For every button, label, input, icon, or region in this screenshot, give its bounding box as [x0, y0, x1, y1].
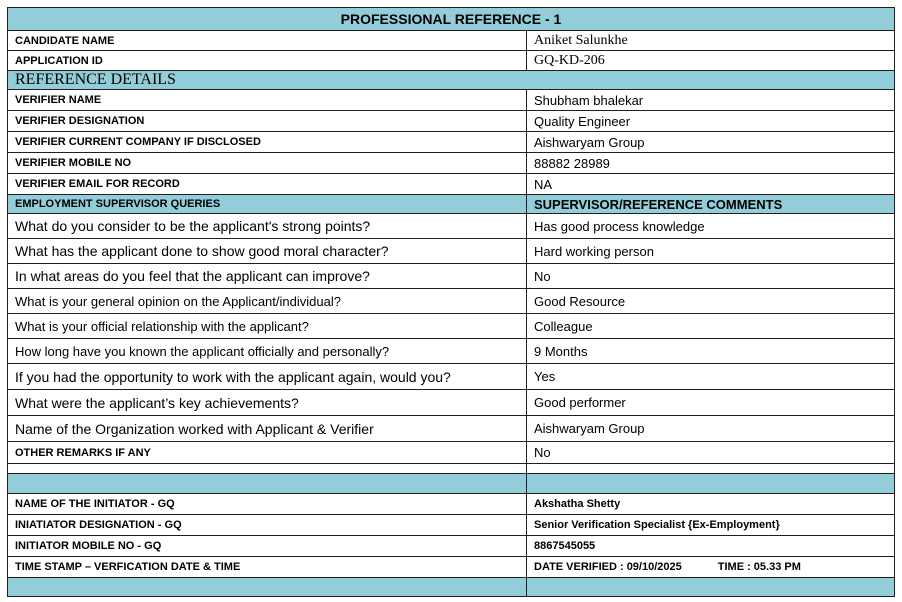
initiator-mobile-label: INITIATOR MOBILE NO - GQ [8, 536, 527, 557]
verifier-mobile-label: VERIFIER MOBILE NO [8, 153, 527, 174]
query-question: What is your general opinion on the Applicant/individual? [8, 289, 527, 314]
date-verified: DATE VERIFIED : 09/10/2025 [534, 561, 682, 573]
verifier-company-value: Aishwaryam Group [527, 132, 895, 153]
time-verified: TIME : 05.33 PM [717, 561, 801, 573]
query-answer: Hard working person [527, 239, 895, 264]
initiator-name-label: NAME OF THE INITIATOR - GQ [8, 494, 527, 515]
spacer-row [8, 464, 527, 474]
timestamp-value [527, 557, 895, 578]
query-question: What were the applicant’s key achievements? [8, 390, 527, 416]
verifier-name-value: Shubham bhalekar [527, 90, 895, 111]
verifier-designation-label: VERIFIER DESIGNATION [8, 111, 527, 132]
other-remarks-label: OTHER REMARKS IF ANY [8, 442, 527, 464]
blue-footer-row [527, 578, 895, 597]
query-question: What do you consider to be the applicant's strong points? [8, 214, 527, 239]
query-answer: Colleague [527, 314, 895, 339]
query-question: If you had the opportunity to work with the applicant again, would you? [8, 364, 527, 390]
query-question: How long have you known the applicant officially and personally? [8, 339, 527, 364]
spacer-row [527, 464, 895, 474]
professional-reference-table [7, 7, 895, 597]
blue-divider-row [527, 474, 895, 494]
candidate-name-label: CANDIDATE NAME [8, 31, 527, 51]
initiator-designation-value: Senior Verification Specialist {Ex-Employment} [527, 515, 895, 536]
query-answer: Yes [527, 364, 895, 390]
candidate-name-value: Aniket Salunkhe [527, 31, 895, 51]
query-answer: No [527, 264, 895, 289]
verifier-company-label: VERIFIER CURRENT COMPANY IF DISCLOSED [8, 132, 527, 153]
blue-divider-row [8, 474, 527, 494]
initiator-name-value: Akshatha Shetty [527, 494, 895, 515]
verifier-email-value: NA [527, 174, 895, 195]
query-answer: Good Resource [527, 289, 895, 314]
application-id-value: GQ-KD-206 [527, 51, 895, 71]
initiator-designation-label: INIATIATOR DESIGNATION - GQ [8, 515, 527, 536]
query-question: In what areas do you feel that the applicant can improve? [8, 264, 527, 289]
verifier-email-label: VERIFIER EMAIL FOR RECORD [8, 174, 527, 195]
query-question: What is your official relationship with the applicant? [8, 314, 527, 339]
supervisor-comments-heading: SUPERVISOR/REFERENCE COMMENTS [527, 195, 895, 214]
other-remarks-value: No [527, 442, 895, 464]
query-answer: Good performer [527, 390, 895, 416]
query-answer: 9 Months [527, 339, 895, 364]
reference-details-heading: REFERENCE DETAILS [8, 71, 895, 90]
application-id-label: APPLICATION ID [8, 51, 527, 71]
query-question: What has the applicant done to show good moral character? [8, 239, 527, 264]
blue-footer-row [8, 578, 527, 597]
query-answer: Has good process knowledge [527, 214, 895, 239]
query-question: Name of the Organization worked with Applicant & Verifier [8, 416, 527, 442]
verifier-mobile-value: 88882 28989 [527, 153, 895, 174]
query-answer: Aishwaryam Group [527, 416, 895, 442]
page-title: PROFESSIONAL REFERENCE - 1 [8, 8, 895, 31]
initiator-mobile-value: 8867545055 [527, 536, 895, 557]
timestamp-label: TIME STAMP – VERFICATION DATE & TIME [8, 557, 527, 578]
supervisor-queries-heading: EMPLOYMENT SUPERVISOR QUERIES [8, 195, 527, 214]
verifier-designation-value: Quality Engineer [527, 111, 895, 132]
verifier-name-label: VERIFIER NAME [8, 90, 527, 111]
